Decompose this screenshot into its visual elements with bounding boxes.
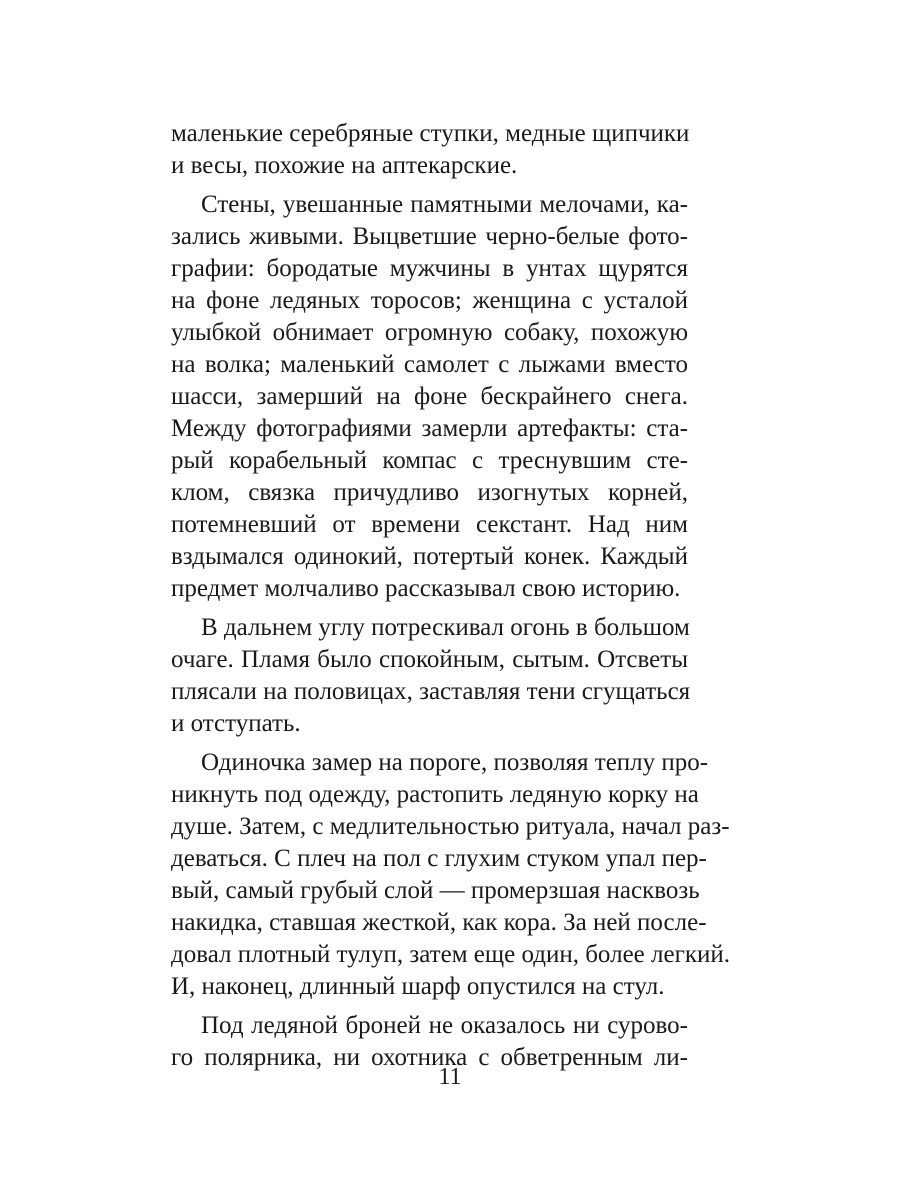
text-line: и весы, похожие на аптекарские.	[171, 152, 518, 179]
text-line: вздымался одинокий, потертый конек. Каждый	[171, 543, 688, 570]
text-line: рый корабельный компас с треснувшим сте-	[171, 447, 688, 474]
text-line: и отступать.	[171, 710, 301, 737]
text-line: клом, связка причудливо изогнутых корней,	[171, 479, 688, 506]
text-line: шасси, замерший на фоне бескрайнего снега.	[171, 383, 688, 410]
text-line: Одиночка замер на пороге, позволяя теплу про-	[201, 749, 709, 776]
text-line: душе. Затем, с медлительностью ритуала, начал раз-	[171, 813, 730, 840]
text-line: го полярника, ни охотника с обветренным ли-	[171, 1044, 688, 1071]
text-line: Между фотографиями замерли артефакты: ста-	[171, 415, 688, 442]
text-line: предмет молчаливо рассказывал свою историю.	[171, 575, 681, 602]
text-line: зались живыми. Выцветшие черно-белые фото-	[171, 223, 688, 250]
text-line: потемневший от времени секстант. Над ним	[171, 511, 688, 538]
text-line: очаге. Пламя было спокойным, сытым. Отсветы	[171, 646, 688, 673]
text-line: на волка; маленький самолет с лыжами вместо	[171, 351, 688, 378]
text-line: на фоне ледяных торосов; женщина с усталой	[171, 287, 688, 314]
text-line: вый, самый грубый слой — промерзшая насквозь	[171, 877, 700, 904]
text-line: Стены, увешанные памятными мелочами, ка-	[201, 191, 688, 218]
text-line: накидка, ставшая жесткой, как кора. За ней после-	[171, 909, 707, 936]
page-number: 11	[438, 1064, 462, 1090]
text-line: довал плотный тулуп, затем еще один, более легкий.	[171, 941, 730, 968]
text-line: Под ледяной броней не оказалось ни сурово-	[201, 1012, 688, 1039]
text-line: В дальнем углу потрескивал огонь в большом	[201, 614, 690, 641]
text-line: улыбкой обнимает огромную собаку, похожую	[171, 319, 688, 346]
text-line: И, наконец, длинный шарф опустился на стул.	[171, 973, 665, 1000]
text-line: графии: бородатые мужчины в унтах щурятся	[171, 255, 688, 282]
text-line: никнуть под одежду, растопить ледяную корку на	[171, 781, 699, 808]
text-line: деваться. С плеч на пол с глухим стуком упал пер-	[171, 845, 707, 872]
text-line: плясали на половицах, заставляя тени сгущаться	[171, 678, 691, 705]
text-line: маленькие серебряные ступки, медные щипчики	[171, 120, 690, 147]
